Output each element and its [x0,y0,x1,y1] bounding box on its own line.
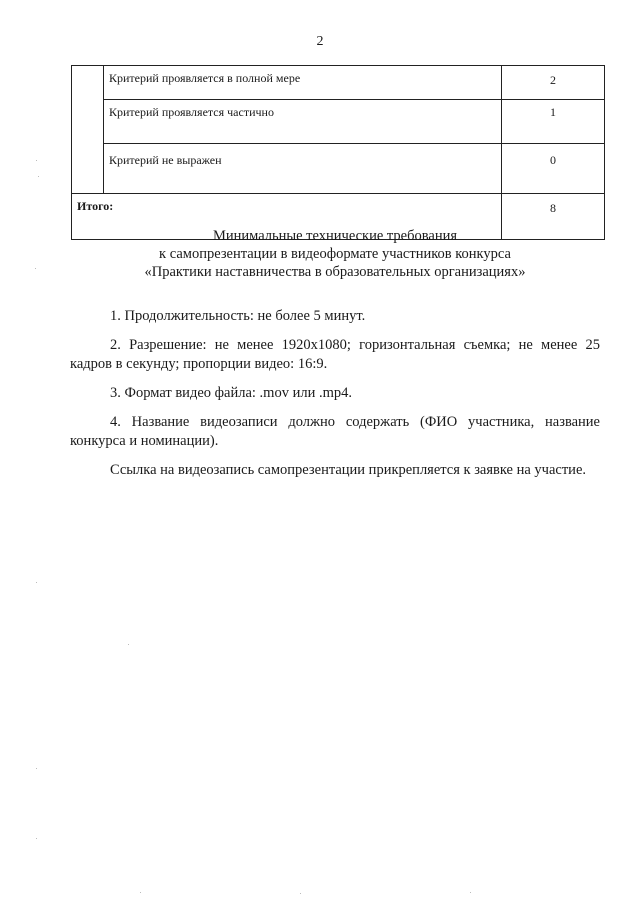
scan-speck [36,160,37,161]
scan-speck [470,892,471,893]
total-label: Итого: [72,194,502,240]
scan-speck [35,268,36,269]
criterion-label: Критерий проявляется в полной мере [104,66,502,100]
heading-line: к самопрезентации в видеоформате участников конкурса [159,246,511,262]
scan-speck [36,582,37,583]
section-heading [0,227,640,281]
table-row [72,100,605,144]
scan-speck [300,893,301,894]
criterion-score: 1 [502,100,605,144]
requirement-format: 3. Формат видео файла: .mov или .mp4. [110,385,352,401]
scan-speck [36,838,37,839]
criteria-table [71,65,605,240]
table-row [72,144,605,194]
scan-speck [38,176,39,177]
scan-speck [36,768,37,769]
criterion-label: Критерий проявляется частично [104,100,502,144]
requirement-filename: 4. Название видеозаписи должно содержать (ФИО участника, название конкурса и номинации). [70,414,600,449]
heading-line: Минимальные технические требования [212,228,458,244]
attachment-note: Ссылка на видеозапись самопрезентации прикрепляется к заявке на участие. [110,462,587,478]
scan-speck [128,644,129,645]
criterion-label: Критерий не выражен [104,144,502,194]
table-row [72,66,605,100]
total-score: 8 [502,194,605,240]
criterion-score: 0 [502,144,605,194]
criterion-score: 2 [502,66,605,100]
page-number: 2 [316,34,324,49]
requirement-duration: 1. Продолжительность: не более 5 минут. [110,308,366,324]
scan-speck [140,892,141,893]
heading-line: «Практики наставничества в образовательных организациях» [144,264,526,280]
requirement-resolution: 2. Разрешение: не менее 1920x1080; горизонтальная съемка; не менее 25 кадров в секунду; пропорции видео: 16:9. [70,337,600,372]
merged-empty-cell [72,66,104,194]
